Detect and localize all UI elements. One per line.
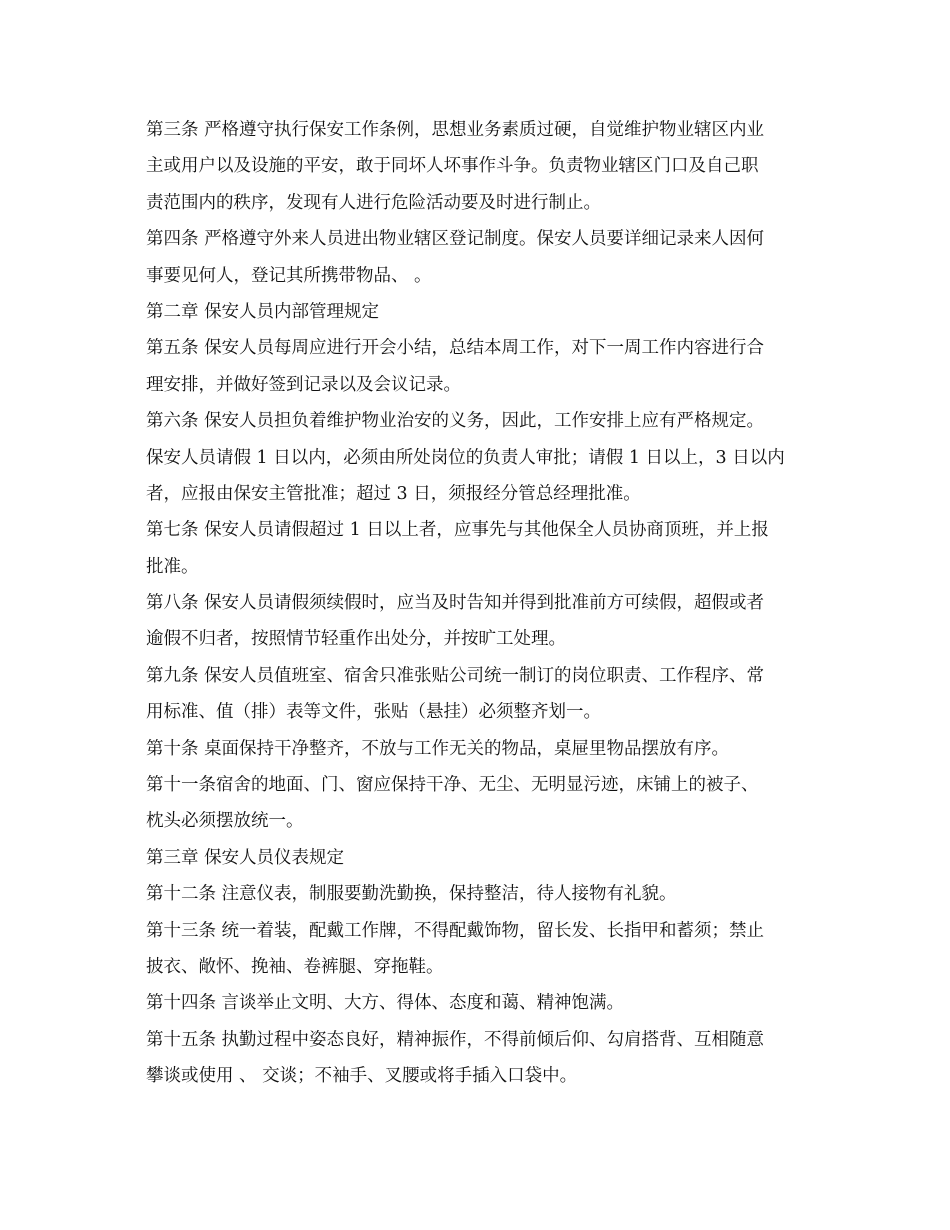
text-line: 第六条 保安人员担负着维护物业治安的义务，因此，工作安排上应有严格规定。 bbox=[146, 411, 765, 432]
text-line: 第十三条 统一着装，配戴工作牌，不得配戴饰物，留长发、长指甲和蓄须；禁止 bbox=[146, 920, 765, 941]
text-line: 逾假不归者，按照情节轻重作出处分，并按旷工处理。 bbox=[146, 629, 566, 650]
text-line: 第十二条 注意仪表，制服要勤洗勤换，保持整洁，待人接物有礼貌。 bbox=[146, 884, 677, 905]
text-line: 第十四条 言谈举止文明、大方、得体、态度和蔼、精神饱满。 bbox=[146, 993, 625, 1014]
text-line: 理安排，并做好签到记录以及会议记录。 bbox=[146, 374, 461, 395]
chapter-heading: 第二章 保安人员内部管理规定 bbox=[146, 301, 380, 322]
text-line: 批准。 bbox=[146, 556, 199, 577]
text-line: 第八条 保安人员请假须续假时，应当及时告知并得到批准前方可续假，超假或者 bbox=[146, 593, 765, 614]
text-line: 第五条 保安人员每周应进行开会小结，总结本周工作，对下一周工作内容进行合 bbox=[146, 338, 765, 359]
text-line: 第十一条宿舍的地面、门、窗应保持干净、无尘、无明显污迹，床铺上的被子、 bbox=[146, 775, 759, 796]
text-line: 第十五条 执勤过程中姿态良好，精神振作，不得前倾后仰、勾肩搭背、互相随意 bbox=[146, 1029, 765, 1050]
text-line: 主或用户以及设施的平安，敢于同坏人坏事作斗争。负责物业辖区门口及自己职 bbox=[146, 156, 759, 177]
text-line: 攀谈或使用 、 交谈；不袖手、叉腰或将手插入口袋中。 bbox=[146, 1066, 578, 1087]
chapter-heading: 第三章 保安人员仪表规定 bbox=[146, 847, 345, 868]
document-body bbox=[146, 112, 810, 1095]
text-line: 披衣、敞怀、挽袖、卷裤腿、穿拖鞋。 bbox=[146, 956, 444, 977]
text-line: 第十条 桌面保持干净整齐，不放与工作无关的物品，桌屉里物品摆放有序。 bbox=[146, 738, 730, 759]
text-line: 第九条 保安人员值班室、宿舍只准张贴公司统一制订的岗位职责、工作程序、常 bbox=[146, 665, 765, 686]
text-line: 第七条 保安人员请假超过 1 日以上者，应事先与其他保全人员协商顶班，并上报 bbox=[146, 520, 769, 541]
text-line: 事要见何人，登记其所携带物品、 。 bbox=[146, 265, 432, 286]
text-line: 用标准、值（排）表等文件，张贴（悬挂）必须整齐划一。 bbox=[146, 702, 601, 723]
text-line: 第三条 严格遵守执行保安工作条例，思想业务素质过硬，自觉维护物业辖区内业 bbox=[146, 120, 765, 140]
text-line: 责范围内的秩序，发现有人进行危险活动要及时进行制止。 bbox=[146, 192, 601, 213]
text-line: 保安人员请假 1 日以内，必须由所处岗位的负责人审批；请假 1 日以上，3 日以内 bbox=[146, 447, 785, 468]
text-line: 者，应报由保安主管批准；超过 3 日，须报经分管总经理批准。 bbox=[146, 483, 641, 504]
text-line: 第四条 严格遵守外来人员进出物业辖区登记制度。保安人员要详细记录来人因何 bbox=[146, 229, 765, 250]
text-line: 枕头必须摆放统一。 bbox=[146, 811, 304, 832]
